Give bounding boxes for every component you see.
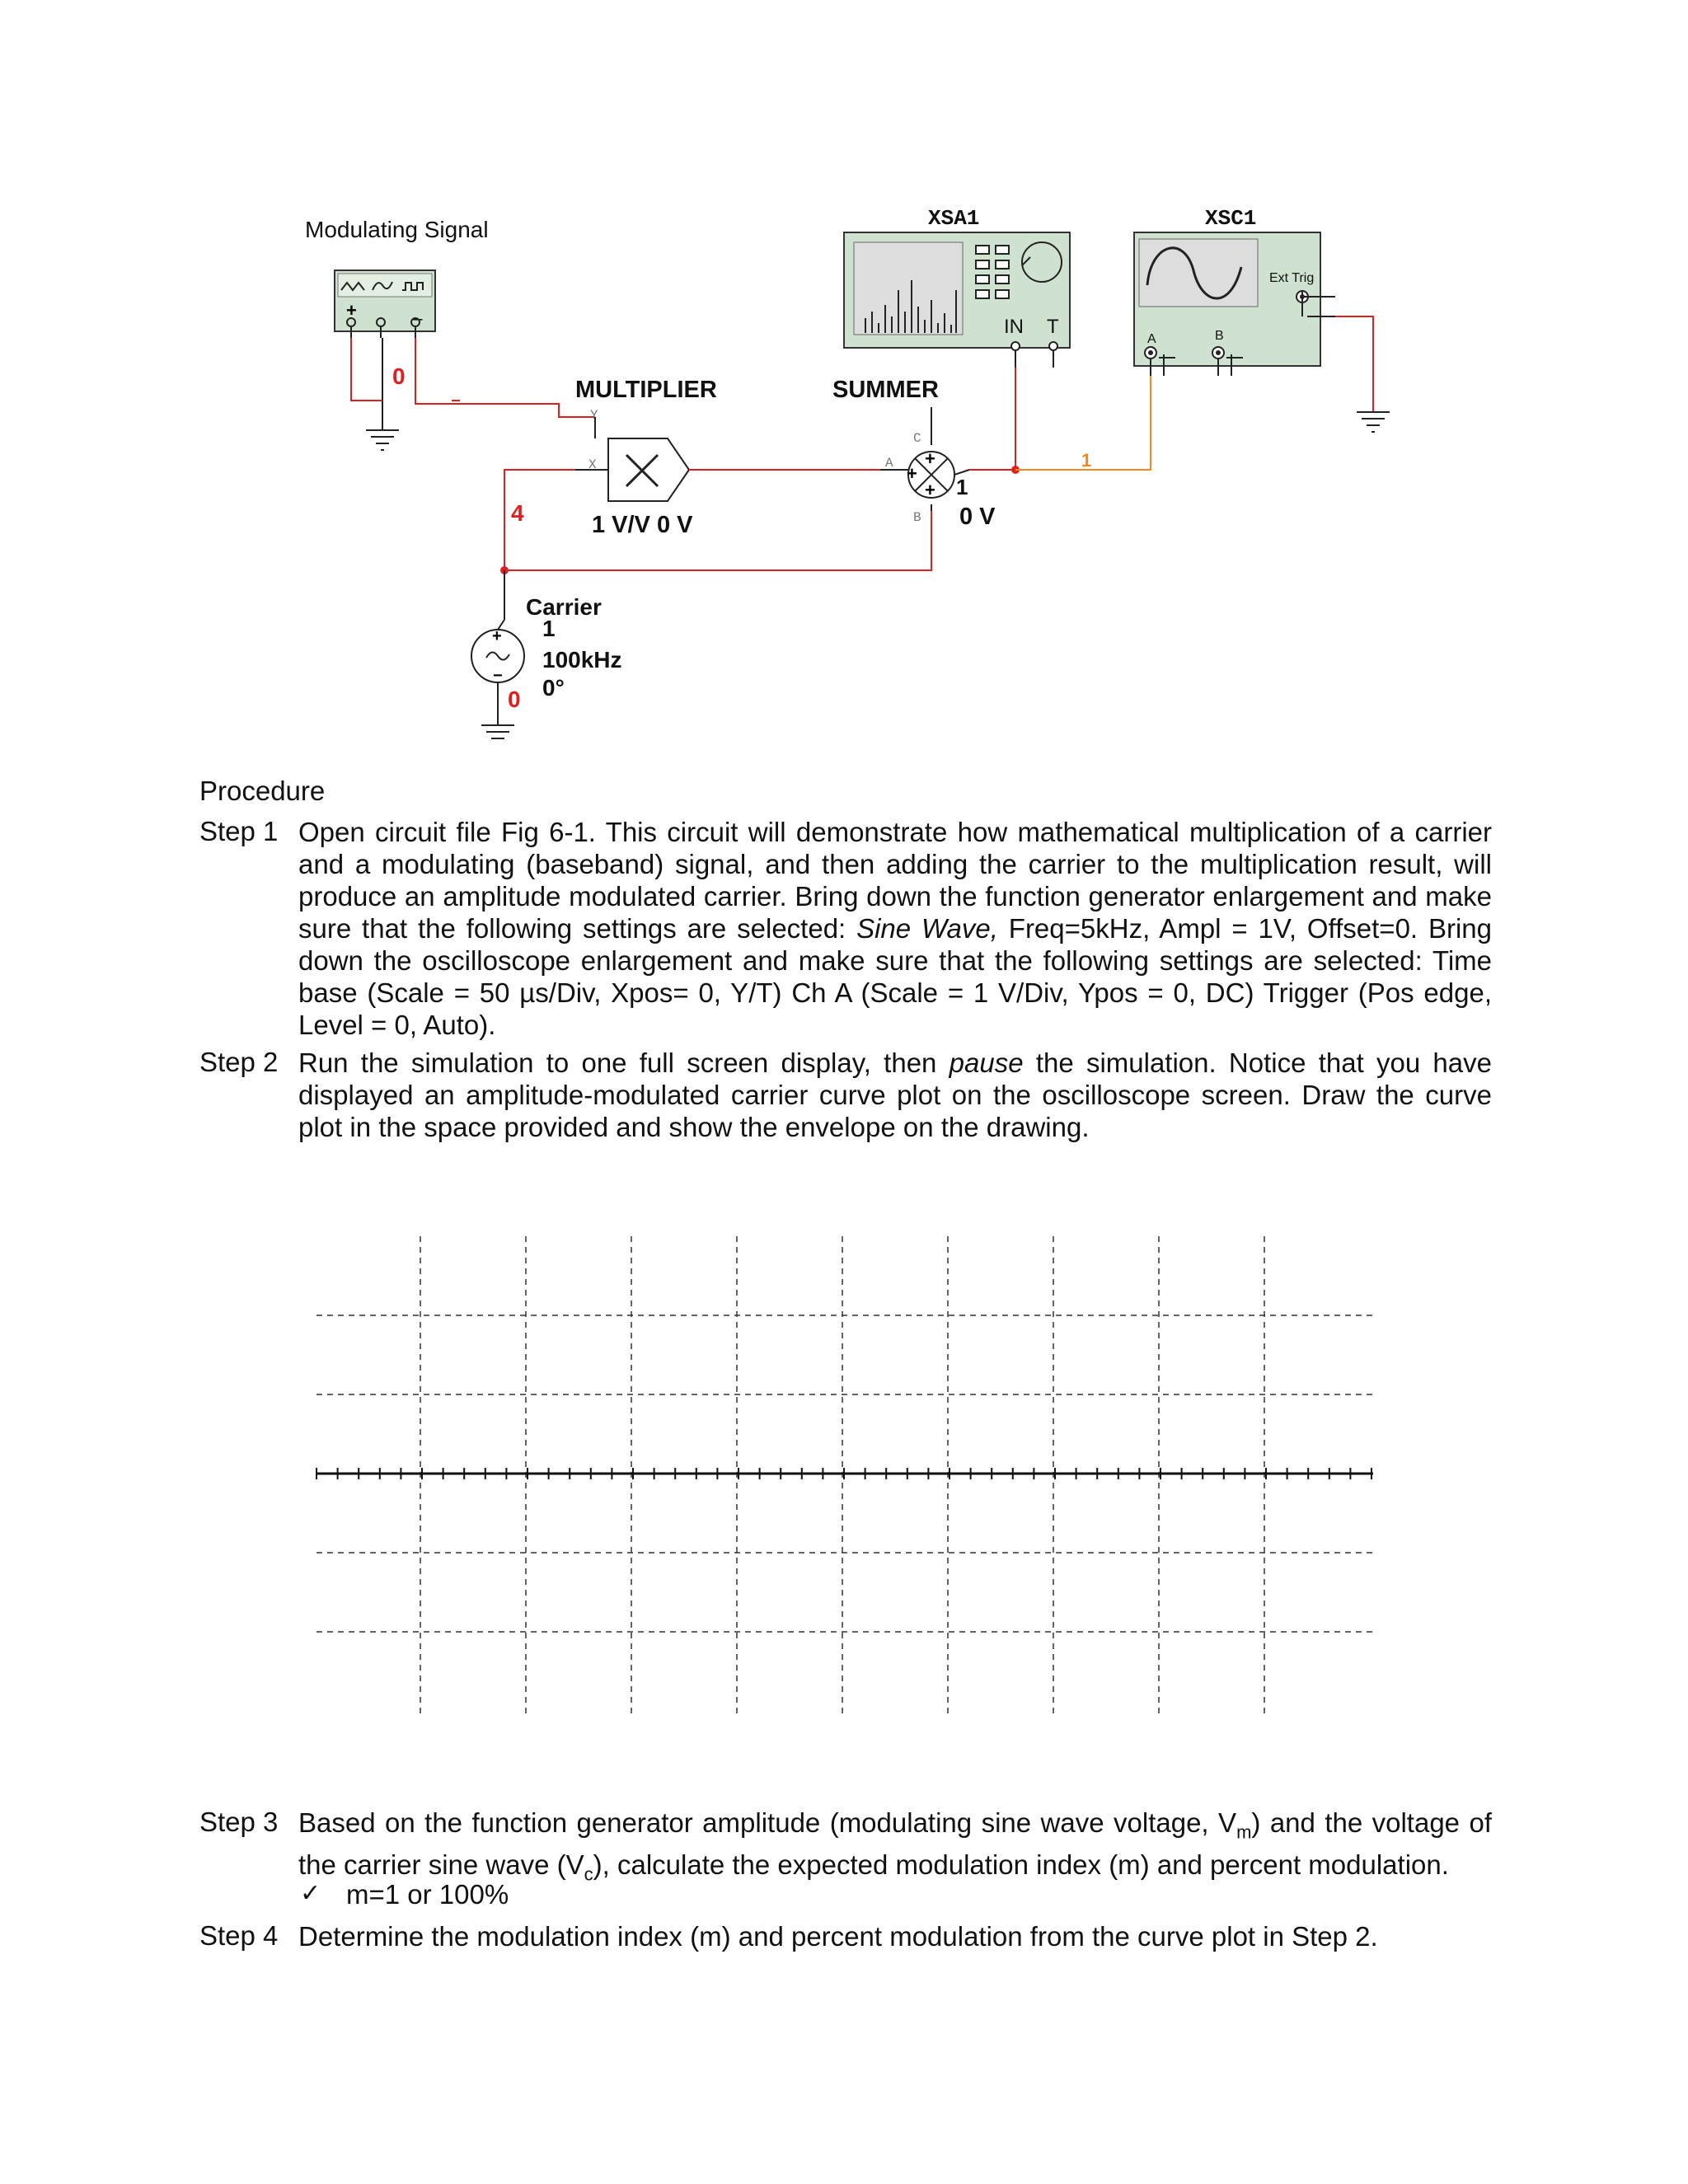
step-3-sub-c: c: [584, 1863, 593, 1885]
svg-text:+: +: [925, 448, 935, 469]
ground-symbol-3: [481, 725, 514, 742]
svg-text:_: _: [412, 300, 423, 321]
step-1-text-b: Freq=5kHz, Ampl = 1V, Offset=0. Bring down the oscilloscope enlargement and make sure that the following settings are selected: Time base (Scale = 50 µs/Div, Xpos= 0, Y/T) Ch A (Scale = 1 V/Div, Ypos = 0, DC) Trigger (Pos edge, Level = 0, Auto).: [298, 913, 1492, 1040]
carrier-amplitude: 1: [542, 616, 556, 641]
net-label-1-marker: 1: [1081, 450, 1092, 471]
net-label-0-bottom: 0: [508, 687, 521, 712]
spectrum-analyzer-box[interactable]: [844, 232, 1070, 348]
spectrum-analyzer-name: XSA1: [928, 206, 980, 231]
oscilloscope-ch-a: A: [1147, 332, 1156, 346]
carrier-name: Carrier: [526, 594, 602, 620]
summer-pin-c: C: [913, 431, 921, 446]
function-generator-label: Modulating Signal: [305, 217, 489, 242]
step-1-text: [298, 816, 1492, 1041]
carrier-frequency: 100kHz: [542, 647, 622, 673]
step-3-text-b: ) and the voltage of the carrier sine wave (V: [298, 1807, 1492, 1880]
step-1-text-italic: Sine Wave,: [856, 913, 998, 944]
drawing-grid[interactable]: [313, 1236, 1376, 1714]
procedure-heading: Procedure: [199, 776, 326, 806]
step-3-answer: m=1 or 100%: [346, 1879, 509, 1910]
spectrum-analyzer-in: IN: [1004, 316, 1024, 338]
summer-pin-a: A: [885, 456, 893, 471]
summer-value: 0 V: [959, 504, 996, 530]
multiplier-title: MULTIPLIER: [575, 377, 717, 403]
summer-pin-b: B: [913, 510, 921, 525]
svg-text:+: +: [492, 627, 502, 645]
svg-text:+: +: [346, 300, 357, 321]
ground-symbol-2: [1357, 412, 1390, 432]
carrier-phase: 0°: [542, 675, 565, 701]
step-2-text: [298, 1047, 1492, 1143]
net-label-0-top: 0: [392, 363, 406, 389]
step-3-sub-m: m: [1236, 1821, 1252, 1843]
carrier-source[interactable]: [471, 627, 524, 685]
svg-text:+: +: [907, 463, 917, 484]
summer-block[interactable]: [907, 448, 954, 500]
step-2-text-a: Run the simulation to one full screen display, then: [298, 1047, 950, 1078]
step-2-text-b: the simulation. Notice that you have displayed an amplitude-modulated carrier curve plot on the oscilloscope screen. Draw the curve plot in the space provided and show the envelope on the drawing.: [298, 1047, 1492, 1142]
spectrum-analyzer-t: T: [1047, 316, 1059, 338]
step-1-text-a: Open circuit file Fig 6-1. This circuit will demonstrate how mathematical multiplication of a carrier and a modulating (baseband) signal, and then adding the carrier to the multiplication result, will produce an amplitude modulated carrier. Bring down the function generator enlargement and make sure that the following settings are selected:: [298, 817, 1492, 944]
multiplier-pin-x: X: [588, 457, 597, 472]
multiplier-block[interactable]: [608, 438, 689, 501]
multiplier-pin-y: Y: [590, 408, 598, 423]
multiplier-value: 1 V/V 0 V: [592, 512, 693, 538]
step-2-text-italic: pause: [949, 1047, 1024, 1078]
ground-symbol-1: [366, 430, 399, 450]
step-3-label: Step 3: [199, 1807, 279, 1837]
step-3-text-c: ), calculate the expected modulation index (m) and percent modulation.: [593, 1849, 1449, 1880]
step-1-label: Step 1: [199, 816, 279, 846]
step-3-check-icon: ✓: [300, 1879, 321, 1908]
oscilloscope-ext-trig: Ext Trig: [1269, 271, 1315, 285]
circuit-diagram: [0, 0, 1688, 742]
oscilloscope-box[interactable]: [1134, 232, 1320, 366]
svg-text:−: −: [493, 667, 503, 685]
net-label-4: 4: [511, 500, 524, 526]
function-generator-box[interactable]: [335, 270, 435, 331]
svg-text:+: +: [925, 480, 935, 500]
oscilloscope-ch-b: B: [1215, 329, 1224, 343]
oscilloscope-name: XSC1: [1205, 206, 1257, 231]
step-4-text: Determine the modulation index (m) and percent modulation from the curve plot in Step 2.: [298, 1921, 1378, 1952]
summer-title: SUMMER: [832, 377, 939, 403]
step-2-label: Step 2: [199, 1047, 279, 1077]
step-4-label: Step 4: [199, 1920, 279, 1951]
step-3-text: [298, 1807, 1492, 1890]
step-3-text-a: Based on the function generator amplitude (modulating sine wave voltage, V: [298, 1807, 1237, 1838]
summer-gain: 1: [956, 475, 968, 499]
